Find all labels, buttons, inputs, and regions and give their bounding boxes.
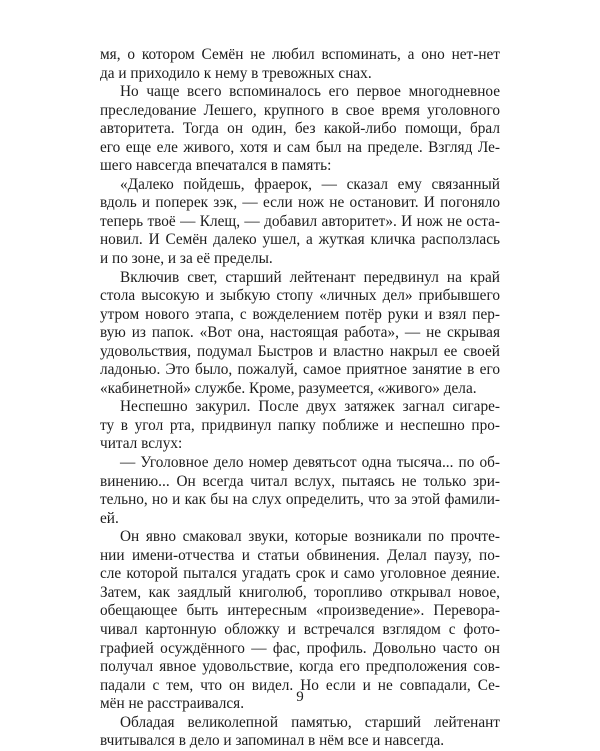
- text-line: обещающее быть интересным «произведение». Перевора-: [100, 602, 500, 620]
- text-line: графией осуждённого — фас, профиль. Довольно часто он: [100, 639, 500, 657]
- body-text: [100, 46, 500, 751]
- text-line: мя, о котором Семён не любил вспоминать, а оно нет-нет: [100, 46, 500, 63]
- text-line: вую из папок. «Вот она, настоящая работа», — не скрывая: [100, 324, 500, 342]
- text-line: винению... Он всегда читал вслух, пытаясь не только зри-: [100, 472, 500, 490]
- page-number: 9: [296, 689, 304, 705]
- text-line: Но чаще всего вспоминалось его первое многодневное: [120, 83, 500, 101]
- text-line: утром нового этапа, с вожделением потёр руки и взял пер-: [100, 305, 500, 323]
- text-line: «кабинетной» службе. Кроме, разумеется, «живого» дела.: [100, 379, 477, 397]
- text-line: получал явное удовольствие, когда его предположения сов-: [100, 658, 500, 676]
- text-line: новил. И Семён далеко ушел, а жуткая кличка расползлась: [100, 231, 500, 249]
- text-line: и по зоне, и за её пределы.: [100, 250, 273, 268]
- text-line: Он явно смаковал звуки, которые возникали по прочте-: [120, 528, 500, 546]
- text-line: стола высокую и зыбкую стопу «личных дел» прибывшего: [100, 287, 500, 305]
- text-line: читал вслух:: [100, 435, 183, 453]
- text-line: преследование Лешего, крупного в свое время уголовного: [100, 101, 500, 119]
- text-line: Затем, как заядлый книголюб, торопливо открывал новое,: [100, 583, 500, 601]
- text-line: мён не расстраивался.: [100, 695, 245, 713]
- text-line: нии имени-отчества и статьи обвинения. Делал паузу, по-: [100, 546, 500, 564]
- text-line: сле которой пытался угадать срок и само уголовное деяние.: [100, 565, 500, 583]
- text-line: вчитывался в дело и запоминал в нём все и навсегда.: [100, 732, 445, 750]
- text-line: вдоль и поперек зэк, — если нож не остановит. И погоняло: [100, 194, 500, 212]
- text-line: ту в угол рта, придвинул папку поближе и неспешно про-: [100, 416, 500, 434]
- text-line: падали с тем, что он видел. Но если и не совпадали, Се-: [100, 676, 500, 694]
- text-line: чивал картонную обложку и встречался взглядом с фото-: [100, 620, 500, 638]
- text-line: — Уголовное дело номер девятьсот одна тысяча... по об-: [120, 454, 500, 472]
- text-line: Включив свет, старший лейтенант передвинул на край: [120, 268, 500, 286]
- text-line: ей.: [100, 509, 119, 527]
- text-line: Обладая великолепной памятью, старший лейтенант: [120, 713, 500, 731]
- text-line: да и приходило к нему в тревожных снах.: [100, 64, 372, 82]
- text-line: теперь твоё — Клещ, — добавил авторитет». И нож не оста-: [100, 212, 500, 230]
- text-line: его еще еле живого, хотя и сам был на пределе. Взгляд Ле-: [100, 138, 500, 156]
- text-line: шего навсегда впечатался в память:: [100, 157, 332, 175]
- text-line: Неспешно закурил. После двух затяжек загнал сигаре-: [120, 398, 500, 416]
- text-line: ладонью. Это было, пожалуй, самое приятное занятие в его: [100, 361, 500, 379]
- text-line: удовольствия, подумал Быстров и властно накрыл ее своей: [100, 342, 500, 360]
- text-line: авторитета. Тогда он один, без какой-либо помощи, брал: [100, 120, 500, 138]
- text-line: тельно, но и как бы на слух определить, что за этой фамили-: [100, 491, 500, 509]
- text-line: «Далеко пойдешь, фраерок, — сказал ему связанный: [120, 175, 500, 193]
